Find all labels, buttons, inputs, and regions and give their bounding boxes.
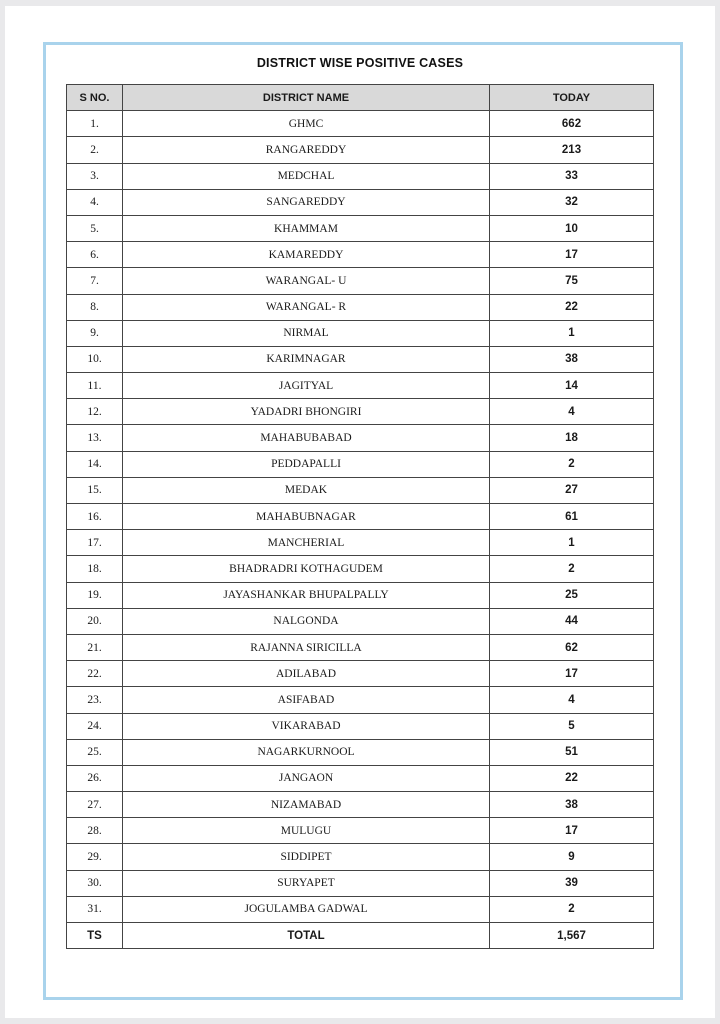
row-sno: 31.	[67, 896, 123, 922]
row-sno: 8.	[67, 294, 123, 320]
district-cases-table	[66, 84, 654, 949]
row-today-count: 51	[490, 739, 654, 765]
row-today-count: 5	[490, 713, 654, 739]
row-today-count: 10	[490, 215, 654, 241]
table-row	[67, 661, 654, 687]
table-row	[67, 477, 654, 503]
table-row	[67, 294, 654, 320]
row-today-count: 213	[490, 137, 654, 163]
row-today-count: 17	[490, 242, 654, 268]
row-sno: 12.	[67, 399, 123, 425]
table-row	[67, 556, 654, 582]
table-row	[67, 163, 654, 189]
table-row	[67, 268, 654, 294]
row-district-name: SANGAREDDY	[123, 189, 490, 215]
row-sno: 21.	[67, 634, 123, 660]
table-row	[67, 844, 654, 870]
row-today-count: 2	[490, 556, 654, 582]
row-sno: 5.	[67, 215, 123, 241]
row-today-count: 44	[490, 608, 654, 634]
table-body	[67, 111, 654, 949]
row-today-count: 75	[490, 268, 654, 294]
row-district-name: ADILABAD	[123, 661, 490, 687]
row-sno: 1.	[67, 111, 123, 137]
row-sno: 11.	[67, 373, 123, 399]
table-row	[67, 111, 654, 137]
table-row	[67, 373, 654, 399]
row-sno: 28.	[67, 818, 123, 844]
row-today-count: 61	[490, 504, 654, 530]
table-row	[67, 818, 654, 844]
row-district-name: JAYASHANKAR BHUPALPALLY	[123, 582, 490, 608]
row-district-name: JOGULAMBA GADWAL	[123, 896, 490, 922]
total-row	[67, 923, 654, 949]
table-row	[67, 425, 654, 451]
row-district-name: YADADRI BHONGIRI	[123, 399, 490, 425]
row-today-count: 1	[490, 320, 654, 346]
row-today-count: 1	[490, 530, 654, 556]
row-today-count: 14	[490, 373, 654, 399]
total-label: TOTAL	[123, 923, 490, 949]
row-district-name: PEDDAPALLI	[123, 451, 490, 477]
table-row	[67, 346, 654, 372]
row-sno: 30.	[67, 870, 123, 896]
total-sno: TS	[67, 923, 123, 949]
row-district-name: JAGITYAL	[123, 373, 490, 399]
row-district-name: JANGAON	[123, 765, 490, 791]
header-sno: S NO.	[67, 85, 123, 111]
row-district-name: NAGARKURNOOL	[123, 739, 490, 765]
table-row	[67, 792, 654, 818]
row-sno: 4.	[67, 189, 123, 215]
row-today-count: 25	[490, 582, 654, 608]
row-district-name: ASIFABAD	[123, 687, 490, 713]
row-sno: 19.	[67, 582, 123, 608]
row-sno: 24.	[67, 713, 123, 739]
row-district-name: KARIMNAGAR	[123, 346, 490, 372]
row-district-name: MANCHERIAL	[123, 530, 490, 556]
row-today-count: 17	[490, 661, 654, 687]
table-row	[67, 870, 654, 896]
row-today-count: 33	[490, 163, 654, 189]
row-sno: 22.	[67, 661, 123, 687]
row-sno: 13.	[67, 425, 123, 451]
row-today-count: 38	[490, 346, 654, 372]
row-today-count: 4	[490, 399, 654, 425]
row-sno: 2.	[67, 137, 123, 163]
row-today-count: 39	[490, 870, 654, 896]
row-district-name: MULUGU	[123, 818, 490, 844]
row-today-count: 2	[490, 896, 654, 922]
row-sno: 17.	[67, 530, 123, 556]
row-district-name: NIZAMABAD	[123, 792, 490, 818]
table-row	[67, 608, 654, 634]
row-sno: 20.	[67, 608, 123, 634]
row-today-count: 38	[490, 792, 654, 818]
row-today-count: 22	[490, 294, 654, 320]
table-row	[67, 215, 654, 241]
row-today-count: 18	[490, 425, 654, 451]
table-row	[67, 713, 654, 739]
row-district-name: VIKARABAD	[123, 713, 490, 739]
row-sno: 18.	[67, 556, 123, 582]
row-district-name: NALGONDA	[123, 608, 490, 634]
row-today-count: 62	[490, 634, 654, 660]
header-district-name: DISTRICT NAME	[123, 85, 490, 111]
row-today-count: 17	[490, 818, 654, 844]
row-sno: 16.	[67, 504, 123, 530]
row-district-name: BHADRADRI KOTHAGUDEM	[123, 556, 490, 582]
row-district-name: SURYAPET	[123, 870, 490, 896]
row-sno: 23.	[67, 687, 123, 713]
row-today-count: 27	[490, 477, 654, 503]
row-today-count: 32	[490, 189, 654, 215]
row-district-name: RAJANNA SIRICILLA	[123, 634, 490, 660]
row-district-name: SIDDIPET	[123, 844, 490, 870]
row-district-name: MEDCHAL	[123, 163, 490, 189]
table-row	[67, 896, 654, 922]
table-row	[67, 189, 654, 215]
table-header-row	[67, 85, 654, 111]
table-row	[67, 634, 654, 660]
total-value: 1,567	[490, 923, 654, 949]
row-district-name: RANGAREDDY	[123, 137, 490, 163]
row-district-name: NIRMAL	[123, 320, 490, 346]
header-today: TODAY	[490, 85, 654, 111]
row-sno: 29.	[67, 844, 123, 870]
row-sno: 26.	[67, 765, 123, 791]
row-today-count: 2	[490, 451, 654, 477]
row-sno: 7.	[67, 268, 123, 294]
table-row	[67, 530, 654, 556]
table-row	[67, 504, 654, 530]
row-sno: 15.	[67, 477, 123, 503]
table-row	[67, 451, 654, 477]
row-district-name: WARANGAL- R	[123, 294, 490, 320]
table-row	[67, 687, 654, 713]
row-district-name: WARANGAL- U	[123, 268, 490, 294]
document-title: DISTRICT WISE POSITIVE CASES	[256, 56, 464, 70]
row-sno: 27.	[67, 792, 123, 818]
row-district-name: GHMC	[123, 111, 490, 137]
row-sno: 9.	[67, 320, 123, 346]
row-today-count: 662	[490, 111, 654, 137]
row-sno: 6.	[67, 242, 123, 268]
row-sno: 3.	[67, 163, 123, 189]
row-district-name: MAHABUBABAD	[123, 425, 490, 451]
row-sno: 25.	[67, 739, 123, 765]
row-today-count: 4	[490, 687, 654, 713]
row-district-name: KAMAREDDY	[123, 242, 490, 268]
table-row	[67, 320, 654, 346]
row-district-name: MAHABUBNAGAR	[123, 504, 490, 530]
table-row	[67, 582, 654, 608]
table-row	[67, 137, 654, 163]
row-today-count: 22	[490, 765, 654, 791]
table-row	[67, 739, 654, 765]
row-sno: 14.	[67, 451, 123, 477]
table-row	[67, 242, 654, 268]
row-today-count: 9	[490, 844, 654, 870]
row-sno: 10.	[67, 346, 123, 372]
row-district-name: KHAMMAM	[123, 215, 490, 241]
table-row	[67, 399, 654, 425]
table-row	[67, 765, 654, 791]
row-district-name: MEDAK	[123, 477, 490, 503]
